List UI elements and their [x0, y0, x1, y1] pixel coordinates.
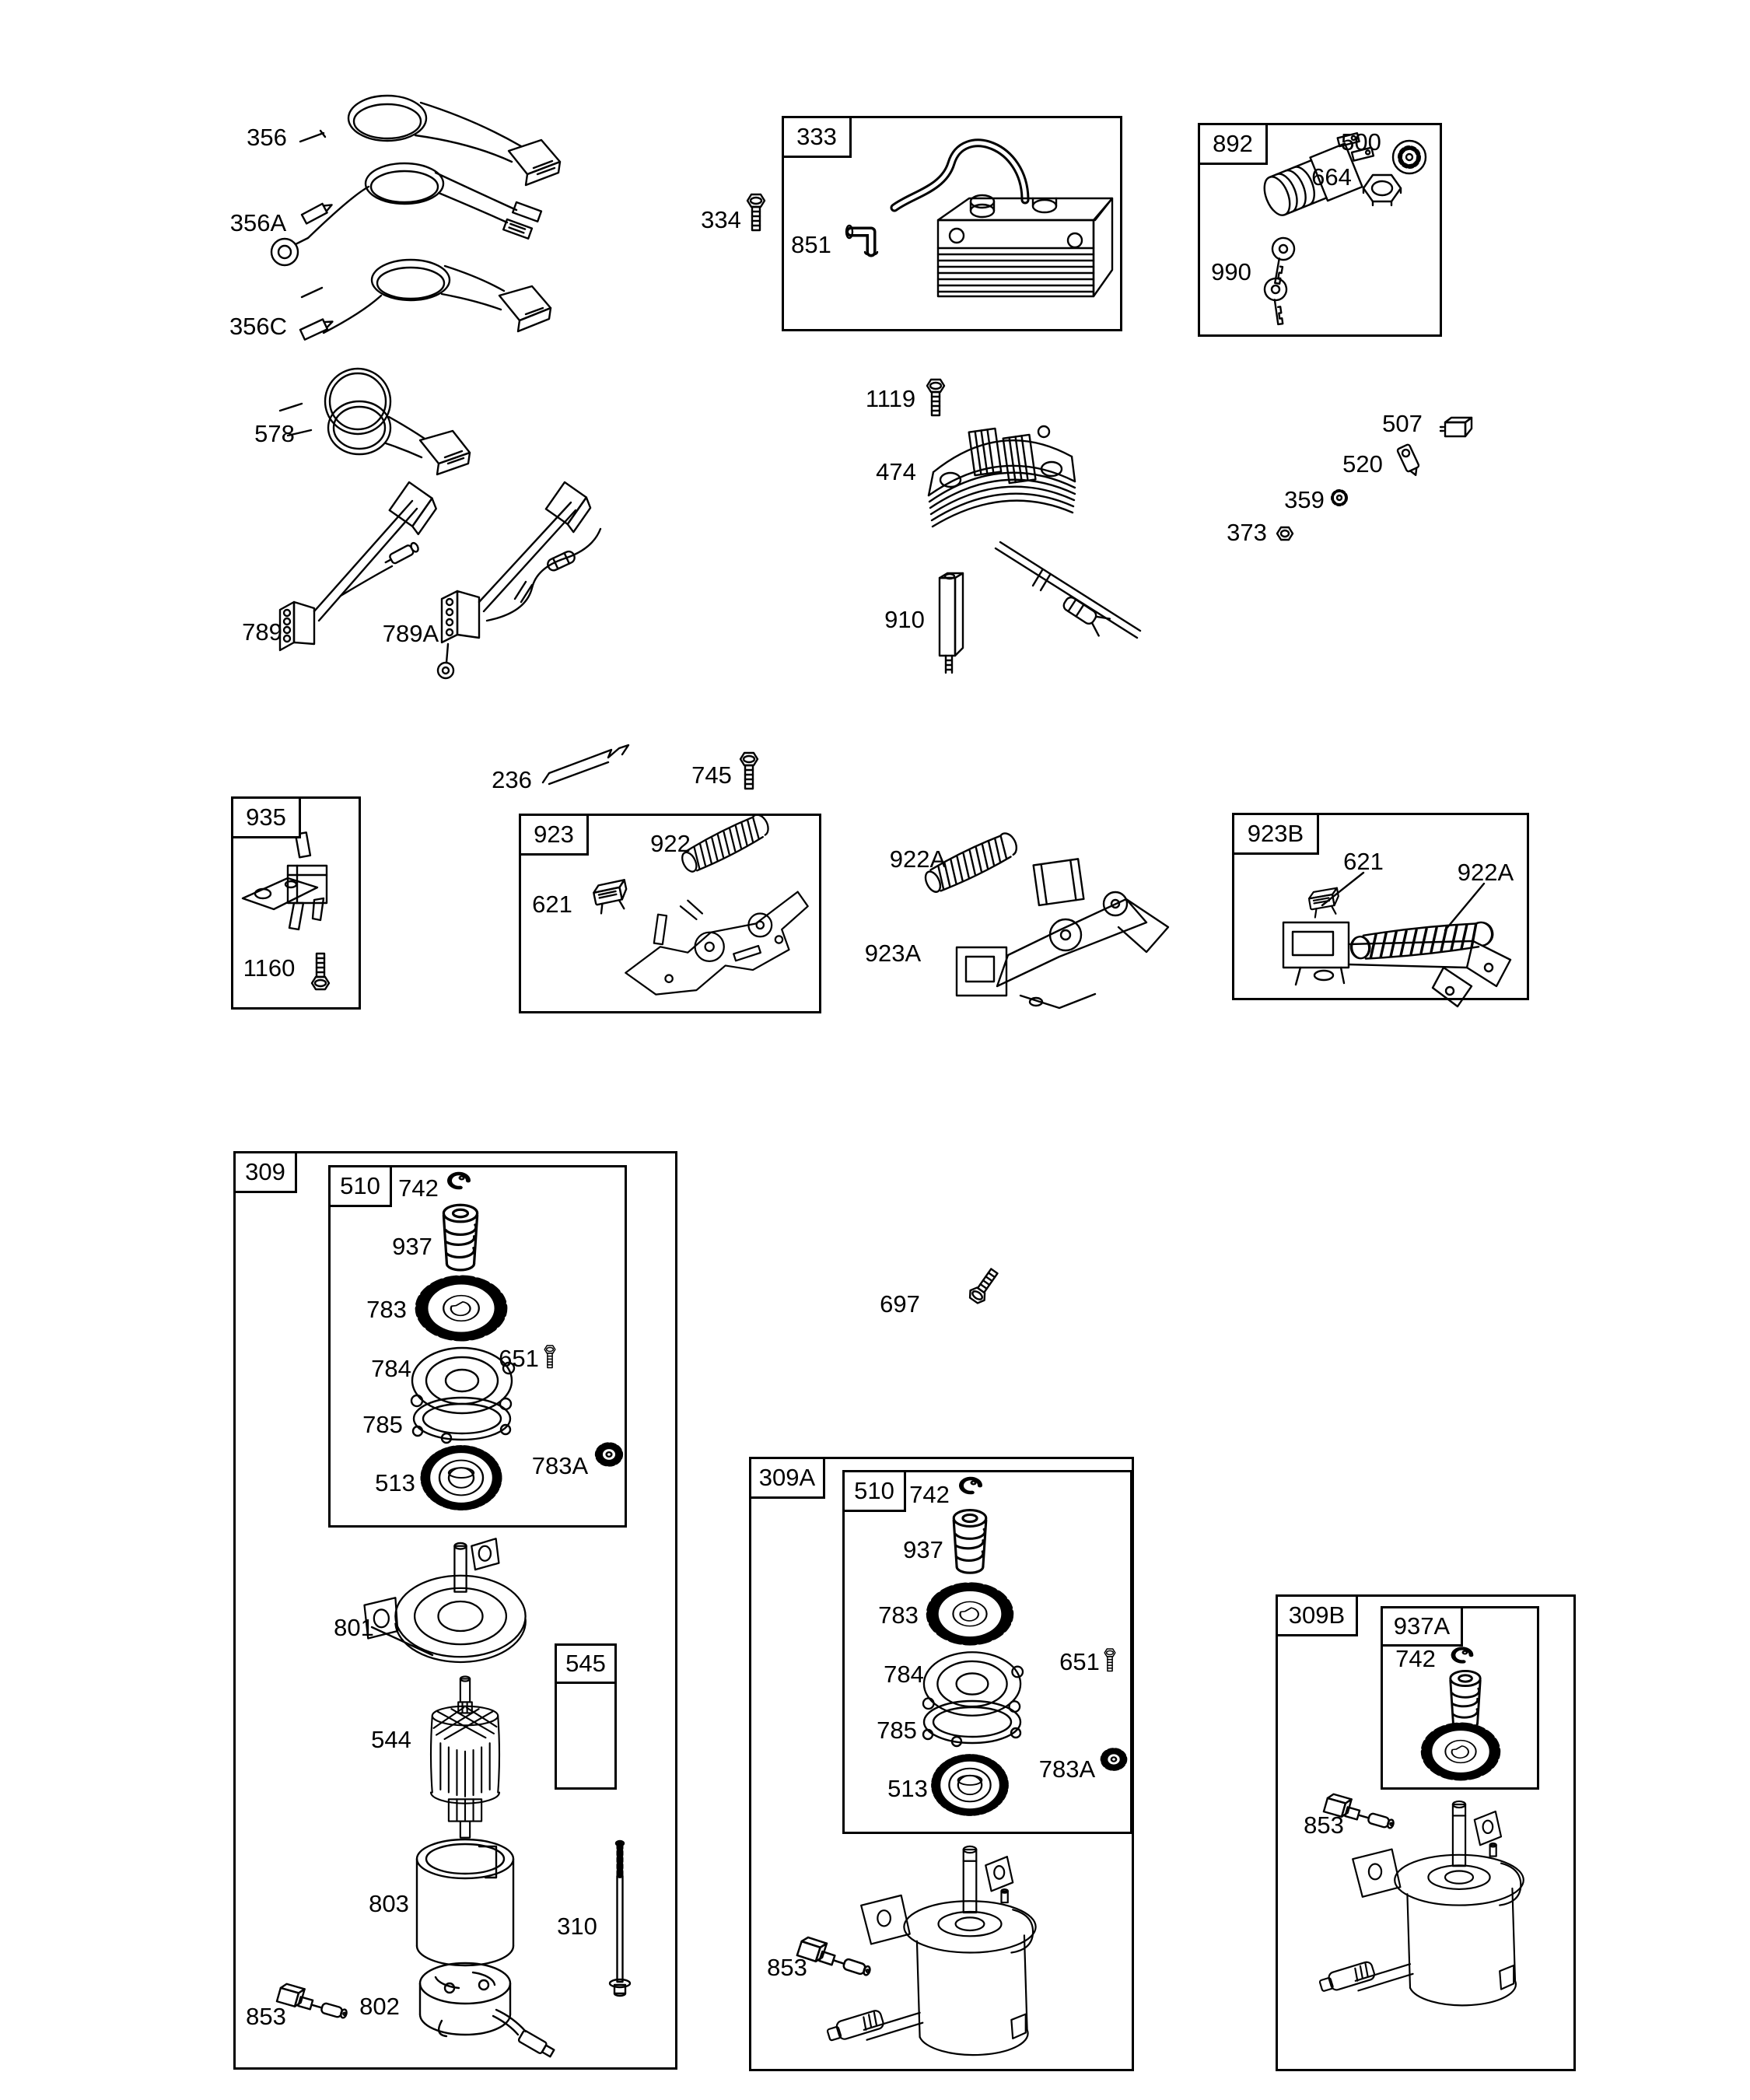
- part-label-783Aa: 783A: [531, 1452, 589, 1479]
- box-545: [555, 1643, 617, 1790]
- box-309A-tag: [751, 1459, 825, 1499]
- box-333-label: 333: [796, 123, 837, 150]
- part-label-236: 236: [492, 766, 532, 793]
- wire-harness-356-drawing: [300, 96, 560, 185]
- part-label-922A-b: 922A: [1457, 859, 1514, 886]
- screw-745-drawing: [740, 753, 758, 789]
- ignition-armature-474-drawing: [929, 426, 1140, 638]
- part-label-853c: 853: [1304, 1811, 1344, 1839]
- part-label-651a: 651: [499, 1345, 539, 1372]
- part-label-697: 697: [880, 1290, 920, 1318]
- part-label-742c: 742: [1395, 1645, 1436, 1672]
- box-923-tag: [521, 816, 589, 856]
- part-label-853a: 853: [246, 2003, 286, 2030]
- wire-harness-356A-drawing: [271, 163, 541, 265]
- part-label-910: 910: [884, 606, 925, 633]
- part-label-356C: 356C: [229, 313, 288, 340]
- bolt-697-drawing: [967, 1266, 1001, 1305]
- part-label-621b: 621: [1343, 848, 1384, 875]
- box-309-tag: [236, 1153, 297, 1193]
- box-935-tag: [233, 799, 301, 838]
- switch-507-drawing: [1440, 418, 1472, 436]
- part-label-801: 801: [334, 1614, 374, 1641]
- screw-1119-drawing: [927, 380, 944, 415]
- box-923B-tag: [1234, 815, 1319, 855]
- part-label-359: 359: [1284, 486, 1325, 513]
- part-label-937b: 937: [903, 1536, 943, 1563]
- part-label-742a: 742: [398, 1174, 439, 1202]
- part-label-520: 520: [1342, 450, 1383, 478]
- part-label-789A: 789A: [382, 620, 439, 647]
- part-label-923A: 923A: [864, 940, 922, 967]
- part-label-784a: 784: [371, 1355, 411, 1382]
- part-label-851: 851: [791, 231, 831, 258]
- nut-373-drawing: [1277, 527, 1293, 540]
- box-333: [782, 116, 1122, 331]
- part-label-664: 664: [1311, 163, 1352, 191]
- box-923B: [1232, 813, 1529, 1000]
- part-label-544: 544: [371, 1726, 411, 1753]
- part-label-783Ab: 783A: [1038, 1755, 1096, 1783]
- part-label-853b: 853: [767, 1954, 807, 1981]
- part-label-1160: 1160: [243, 954, 296, 982]
- part-label-500: 500: [1341, 128, 1381, 156]
- part-label-783a: 783: [366, 1296, 407, 1323]
- box-892-label: 892: [1213, 130, 1253, 157]
- box-309A-label: 309A: [758, 1464, 816, 1491]
- part-label-803: 803: [369, 1890, 409, 1917]
- part-label-513b: 513: [887, 1775, 928, 1802]
- bracket-520-drawing: [1397, 444, 1422, 478]
- box-309B-tag: [1278, 1597, 1358, 1636]
- box-935-label: 935: [246, 803, 286, 831]
- box-510b-tag: [845, 1472, 906, 1512]
- part-label-784b: 784: [884, 1661, 924, 1688]
- box-309B-label: 309B: [1288, 1601, 1346, 1629]
- part-label-507: 507: [1382, 410, 1423, 437]
- part-label-578: 578: [254, 420, 295, 447]
- part-label-1119: 1119: [865, 385, 916, 412]
- part-label-785b: 785: [877, 1717, 917, 1744]
- box-510b-label: 510: [854, 1477, 894, 1504]
- part-label-785a: 785: [362, 1411, 403, 1438]
- wire-harness-356C-drawing: [300, 260, 551, 340]
- box-892-tag: [1200, 125, 1268, 165]
- part-label-802: 802: [359, 1993, 400, 2020]
- box-309-label: 309: [245, 1158, 285, 1185]
- box-333-tag: [784, 118, 852, 158]
- governor-link-236-drawing: [543, 745, 628, 784]
- part-label-621a: 621: [532, 891, 572, 918]
- part-label-783b: 783: [878, 1601, 919, 1629]
- wire-harness-789A-drawing: [438, 482, 600, 678]
- part-label-742b: 742: [909, 1481, 950, 1508]
- box-937A-tag: [1383, 1608, 1463, 1647]
- control-bracket-923A-drawing: [957, 859, 1168, 1008]
- box-937A-label: 937A: [1393, 1612, 1451, 1640]
- part-label-513a: 513: [375, 1469, 415, 1496]
- wire-harness-578-drawing: [280, 369, 470, 474]
- part-label-789: 789: [242, 618, 282, 646]
- box-937A: [1381, 1606, 1539, 1790]
- screw-334-drawing: [747, 194, 765, 230]
- part-label-373: 373: [1227, 519, 1267, 546]
- part-label-990: 990: [1211, 258, 1251, 285]
- part-label-922A-mid: 922A: [889, 845, 947, 873]
- box-923B-label: 923B: [1247, 820, 1304, 847]
- part-label-937a: 937: [392, 1233, 432, 1260]
- part-label-474: 474: [876, 458, 916, 485]
- push-nut-359-drawing: [1332, 491, 1346, 505]
- part-label-310: 310: [557, 1913, 597, 1940]
- part-label-334: 334: [701, 206, 741, 233]
- box-892: [1198, 123, 1442, 337]
- box-510a-tag: [331, 1167, 392, 1207]
- box-923-label: 923: [534, 821, 574, 848]
- box-545-label: 545: [565, 1650, 606, 1677]
- box-510a-label: 510: [340, 1172, 380, 1199]
- part-label-651b: 651: [1059, 1648, 1100, 1675]
- part-label-745: 745: [691, 761, 732, 789]
- box-545-tag: [557, 1646, 614, 1684]
- part-label-356: 356: [247, 124, 287, 151]
- standoff-910-drawing: [940, 573, 963, 673]
- part-label-356A: 356A: [229, 209, 287, 236]
- part-label-922: 922: [650, 830, 691, 857]
